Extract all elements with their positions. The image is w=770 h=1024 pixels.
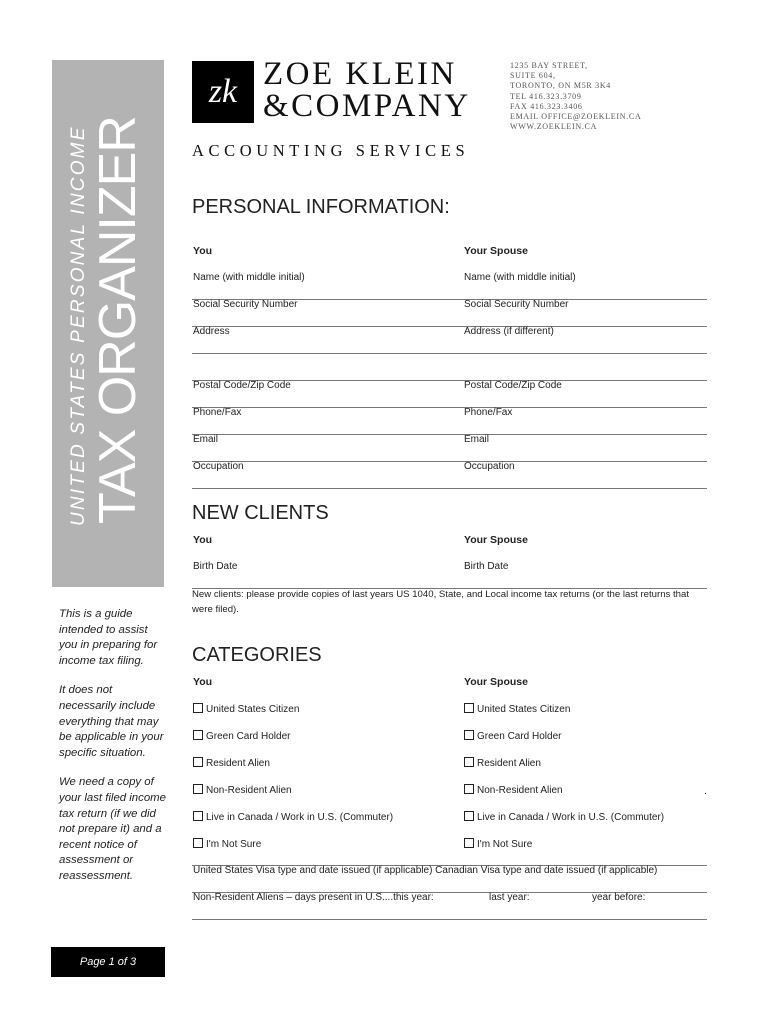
column-spouse: Your Spouse	[464, 534, 528, 546]
spouse-not-sure-option[interactable]	[464, 838, 532, 850]
you-name-field[interactable]: Name (with middle initial)	[193, 272, 305, 283]
you-address-field[interactable]: Address	[193, 326, 230, 337]
banner-title: TAX ORGANIZER	[89, 116, 147, 524]
new-clients-note: New clients: please provide copies of last years US 1040, State, and Local income tax returns (or the last returns that were filed).	[192, 589, 689, 615]
category-row	[192, 757, 707, 784]
spouse-ssn-field[interactable]: Social Security Number	[464, 299, 569, 310]
days-year-before-field[interactable]: year before:	[592, 892, 646, 903]
company-logo-mark: zk	[192, 61, 254, 123]
category-row	[192, 784, 707, 811]
spouse-resident-alien-option[interactable]	[464, 757, 541, 769]
spouse-green-card-option[interactable]	[464, 730, 561, 742]
you-not-sure-option[interactable]	[193, 838, 261, 850]
option-label: I'm Not Sure	[206, 839, 262, 850]
spouse-non-resident-option[interactable]	[464, 784, 563, 796]
company-tagline: ACCOUNTING SERVICES	[192, 141, 470, 160]
guide-note: It does not necessarily include everything that may be applicable in your specific situation.	[59, 684, 164, 759]
field-row-birthdate	[192, 561, 707, 589]
address-line: 1235 BAY STREET,	[510, 61, 588, 70]
guide-note: This is a guide intended to assist you in preparing for income tax filing.	[59, 608, 158, 667]
company-name-line1: ZOE KLEIN	[263, 56, 457, 92]
spouse-commuter-option[interactable]	[464, 811, 664, 823]
spouse-email-field[interactable]: Email	[464, 434, 490, 445]
checkbox[interactable]	[464, 730, 474, 740]
field-row-email	[192, 434, 707, 462]
company-name	[263, 58, 471, 122]
you-resident-alien-option[interactable]	[193, 757, 270, 769]
guide-notes	[59, 607, 167, 899]
address-line: SUITE 604,	[510, 71, 556, 81]
you-email-field[interactable]: Email	[193, 434, 219, 445]
you-birthdate-field[interactable]: Birth Date	[193, 561, 238, 572]
spouse-citizen-option[interactable]	[464, 703, 570, 715]
categories-title: CATEGORIES	[192, 644, 322, 666]
column-you: You	[193, 245, 213, 257]
field-row-address	[192, 326, 707, 354]
stray-dot: .	[704, 786, 707, 797]
address-line: WWW.ZOEKLEIN.CA	[510, 122, 598, 132]
spouse-birthdate-field[interactable]: Birth Date	[464, 561, 509, 572]
column-you: You	[193, 534, 213, 546]
days-this-year-field[interactable]: Non-Resident Aliens – days present in U.S....this year:	[193, 892, 434, 903]
address-line: TORONTO, ON M5R 3K4	[510, 81, 612, 91]
you-citizen-option[interactable]	[193, 703, 299, 715]
option-label: Non-Resident Alien	[206, 785, 292, 796]
you-green-card-option[interactable]	[193, 730, 290, 742]
spouse-phone-field[interactable]: Phone/Fax	[464, 407, 513, 418]
checkbox[interactable]	[193, 811, 203, 821]
guide-note: We need a copy of your last filed income tax return (if we did not prepare it) and a recent notice of assessment or reassessment.	[59, 776, 166, 882]
option-label: United States Citizen	[206, 704, 300, 715]
you-non-resident-option[interactable]	[193, 784, 292, 796]
option-label: Non-Resident Alien	[477, 785, 563, 796]
field-row-postal	[192, 380, 707, 408]
you-occupation-field[interactable]: Occupation	[193, 461, 244, 472]
option-label: I'm Not Sure	[477, 839, 533, 850]
spouse-occupation-field[interactable]: Occupation	[464, 461, 515, 472]
checkbox[interactable]	[464, 784, 474, 794]
visa-field[interactable]: United States Visa type and date issued (if applicable) Canadian Visa type and date issued (if applicable)	[193, 865, 658, 876]
field-row-phone	[192, 407, 707, 435]
checkbox[interactable]	[464, 703, 474, 713]
checkbox[interactable]	[464, 811, 474, 821]
category-row	[192, 811, 707, 838]
page-indicator: Page 1 of 3	[51, 947, 165, 977]
checkbox[interactable]	[464, 838, 474, 848]
option-label: Live in Canada / Work in U.S. (Commuter)	[477, 812, 665, 823]
option-label: Resident Alien	[206, 758, 270, 769]
visa-row	[192, 865, 707, 893]
checkbox[interactable]	[193, 838, 203, 848]
checkbox[interactable]	[193, 784, 203, 794]
you-postal-field[interactable]: Postal Code/Zip Code	[193, 380, 291, 391]
banner-subtitle: UNITED STATES PERSONAL INCOME	[68, 125, 89, 526]
checkbox[interactable]	[193, 730, 203, 740]
category-row	[192, 838, 707, 866]
you-commuter-option[interactable]	[193, 811, 393, 823]
categories-header-row	[192, 676, 707, 703]
column-spouse: Your Spouse	[464, 676, 528, 688]
you-phone-field[interactable]: Phone/Fax	[193, 407, 242, 418]
column-you: You	[193, 676, 213, 688]
option-label: Live in Canada / Work in U.S. (Commuter)	[206, 812, 394, 823]
field-row-address-2	[192, 353, 707, 381]
company-name-line2: &COMPANY	[263, 88, 471, 124]
field-row-ssn	[192, 299, 707, 327]
option-label: United States Citizen	[477, 704, 571, 715]
you-ssn-field[interactable]: Social Security Number	[193, 299, 298, 310]
checkbox[interactable]	[193, 703, 203, 713]
option-label: Green Card Holder	[477, 731, 562, 742]
spouse-postal-field[interactable]: Postal Code/Zip Code	[464, 380, 562, 391]
field-row-occupation	[192, 461, 707, 489]
checkbox[interactable]	[193, 757, 203, 767]
checkbox[interactable]	[464, 757, 474, 767]
days-present-row	[192, 892, 707, 920]
personal-info-title: PERSONAL INFORMATION:	[192, 196, 450, 218]
address-line: FAX 416.323.3406	[510, 101, 583, 111]
company-address	[510, 61, 641, 132]
option-label: Resident Alien	[477, 758, 541, 769]
column-spouse: Your Spouse	[464, 245, 528, 257]
new-clients-header-row	[192, 534, 707, 561]
address-line: TEL 416.323.3709	[510, 91, 582, 101]
category-row	[192, 730, 707, 757]
new-clients-title: NEW CLIENTS	[192, 502, 329, 524]
days-last-year-field[interactable]: last year:	[489, 892, 530, 903]
spouse-name-field[interactable]: Name (with middle initial)	[464, 272, 576, 283]
option-label: Green Card Holder	[206, 731, 291, 742]
personal-header-row	[192, 245, 707, 272]
category-row	[192, 703, 707, 730]
field-row-name	[192, 272, 707, 300]
spouse-address-field[interactable]: Address (if different)	[464, 326, 554, 337]
address-line: EMAIL OFFICE@ZOEKLEIN.CA	[510, 112, 642, 122]
